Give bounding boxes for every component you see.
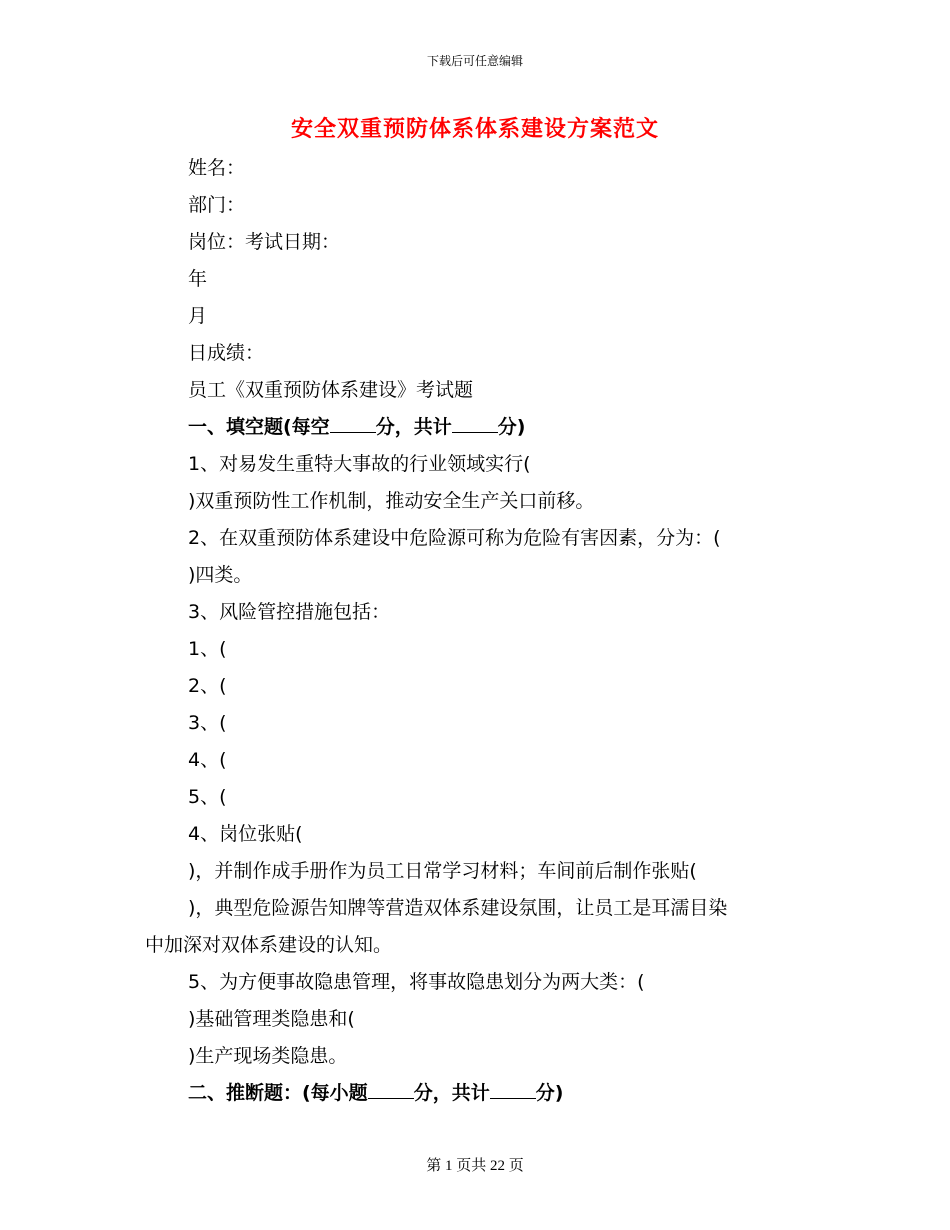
blank-line <box>490 1078 536 1099</box>
q3-item-5: 5、( <box>188 786 227 808</box>
section-2-text-c: 分) <box>535 1082 564 1104</box>
exam-title-line: 员工《双重预防体系建设》考试题 <box>188 379 474 401</box>
month-line: 月 <box>188 305 208 327</box>
section-2-text-b: 分，共计 <box>413 1082 490 1104</box>
q4-line-2: )，并制作成手册作为员工日常学习材料；车间前后制作张贴( <box>188 860 697 882</box>
q2-line-2: )四类。 <box>188 564 253 586</box>
q3-item-3: 3、( <box>188 712 227 734</box>
section-1-text-a: 一、填空题(每空 <box>188 416 330 438</box>
name-line: 姓名： <box>188 157 246 179</box>
day-score-line: 日成绩： <box>188 342 265 364</box>
document-body <box>145 150 825 1112</box>
q4-line-4: 中加深对双体系建设的认知。 <box>145 934 393 956</box>
page-header: 下载后可任意编辑 <box>426 54 523 68</box>
year-line: 年 <box>188 268 208 290</box>
q5-line-1: 5、为方便事故隐患管理，将事故隐患划分为两大类：( <box>188 971 645 993</box>
q1-line-1: 1、对易发生重特大事故的行业领域实行( <box>188 453 531 475</box>
blank-line <box>330 412 376 433</box>
q3-item-2: 2、( <box>188 675 227 697</box>
q3-line: 3、风险管控措施包括： <box>188 601 391 623</box>
blank-line <box>452 412 498 433</box>
section-1-text-c: 分) <box>497 416 526 438</box>
q4-line-3: )，典型危险源告知牌等营造双体系建设氛围，让员工是耳濡目染 <box>188 897 728 919</box>
post-line: 岗位：考试日期： <box>188 231 341 253</box>
q3-item-1: 1、( <box>188 638 227 660</box>
document-title: 安全双重预防体系体系建设方案范文 <box>290 117 659 142</box>
q5-line-3: )生产现场类隐患。 <box>188 1045 348 1067</box>
q2-line-1: 2、在双重预防体系建设中危险源可称为危险有害因素，分为：( <box>188 527 721 549</box>
q4-line-1: 4、岗位张贴( <box>188 823 303 845</box>
q1-line-2: )双重预防性工作机制，推动安全生产关口前移。 <box>188 490 595 512</box>
section-2-heading <box>145 1075 825 1112</box>
section-2-text-a: 二、推断题：(每小题 <box>188 1082 368 1104</box>
blank-line <box>368 1078 414 1099</box>
dept-line: 部门： <box>188 194 246 216</box>
q5-line-2: )基础管理类隐患和( <box>188 1008 355 1030</box>
q3-item-4: 4、( <box>188 749 227 771</box>
section-1-text-b: 分，共计 <box>375 416 452 438</box>
section-1-heading <box>145 409 825 446</box>
page-footer: 第 1 页共 22 页 <box>426 1158 524 1174</box>
